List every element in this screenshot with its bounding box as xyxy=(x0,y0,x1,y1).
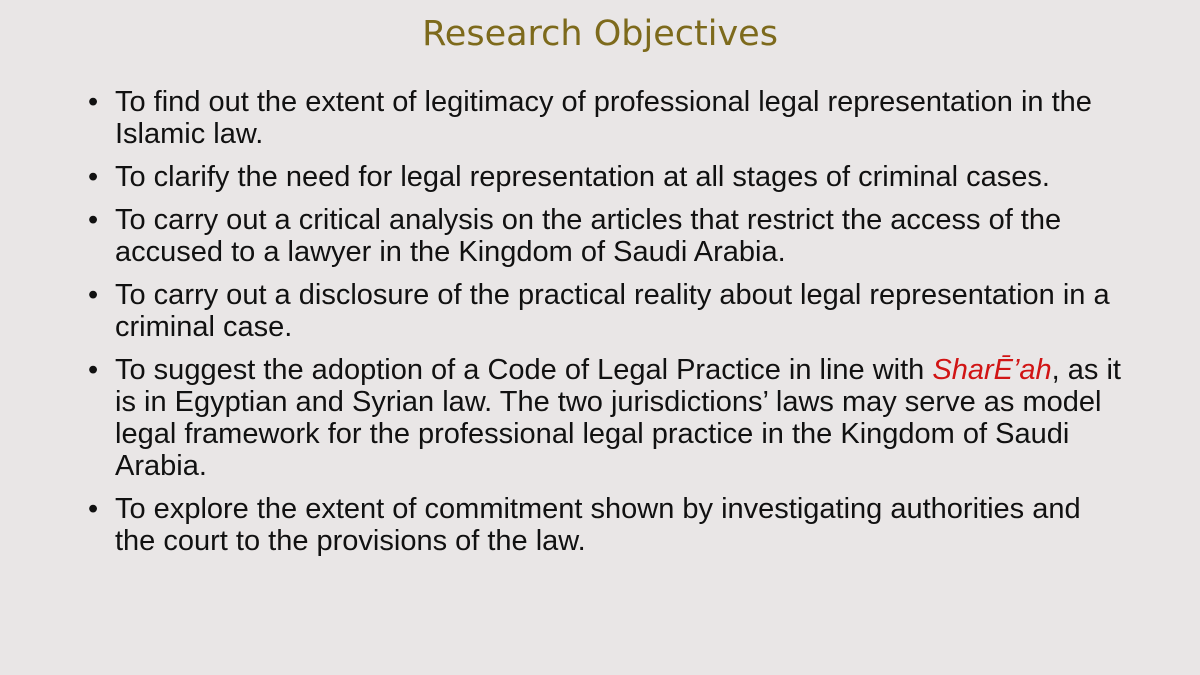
objective-item-3 xyxy=(88,204,1128,268)
objective-item-4 xyxy=(88,279,1128,343)
bullet-dot-icon: • xyxy=(88,161,99,193)
objective-text: To explore the extent of commitment shown by investigating authorities and the court to the provisions of the law. xyxy=(115,493,1081,557)
objective-text: To find out the extent of legitimacy of professional legal representation in the Islamic law. xyxy=(115,86,1092,150)
objective-text: To carry out a critical analysis on the articles that restrict the access of the accused to a lawyer in the Kingdom of Saudi Arabia. xyxy=(115,204,1062,268)
objective-item-1 xyxy=(88,86,1128,150)
objective-text: To clarify the need for legal representation at all stages of criminal cases. xyxy=(115,161,1050,193)
bullet-dot-icon: • xyxy=(88,279,99,311)
objectives-list xyxy=(88,86,1128,568)
bullet-dot-icon: • xyxy=(88,86,99,118)
objective-item-6 xyxy=(88,493,1128,557)
bullet-dot-icon: • xyxy=(88,493,99,525)
slide-title: Research Objectives xyxy=(422,14,778,54)
bullet-dot-icon: • xyxy=(88,354,99,386)
objective-text: To carry out a disclosure of the practical reality about legal representation in a criminal case. xyxy=(115,279,1110,343)
objective-item-5 xyxy=(88,354,1128,482)
objective-item-2 xyxy=(88,161,1128,193)
objective-text-before: To suggest the adoption of a Code of Legal Practice in line with xyxy=(115,354,933,386)
bullet-dot-icon: • xyxy=(88,204,99,236)
objective-text-after: , as it is in Egyptian and Syrian law. The two jurisdictions’ laws may serve as model legal framework for the professional legal practice in the Kingdom of Saudi Arabia. xyxy=(115,354,1121,482)
sharia-emphasis: SharĒ’ah xyxy=(932,354,1052,386)
